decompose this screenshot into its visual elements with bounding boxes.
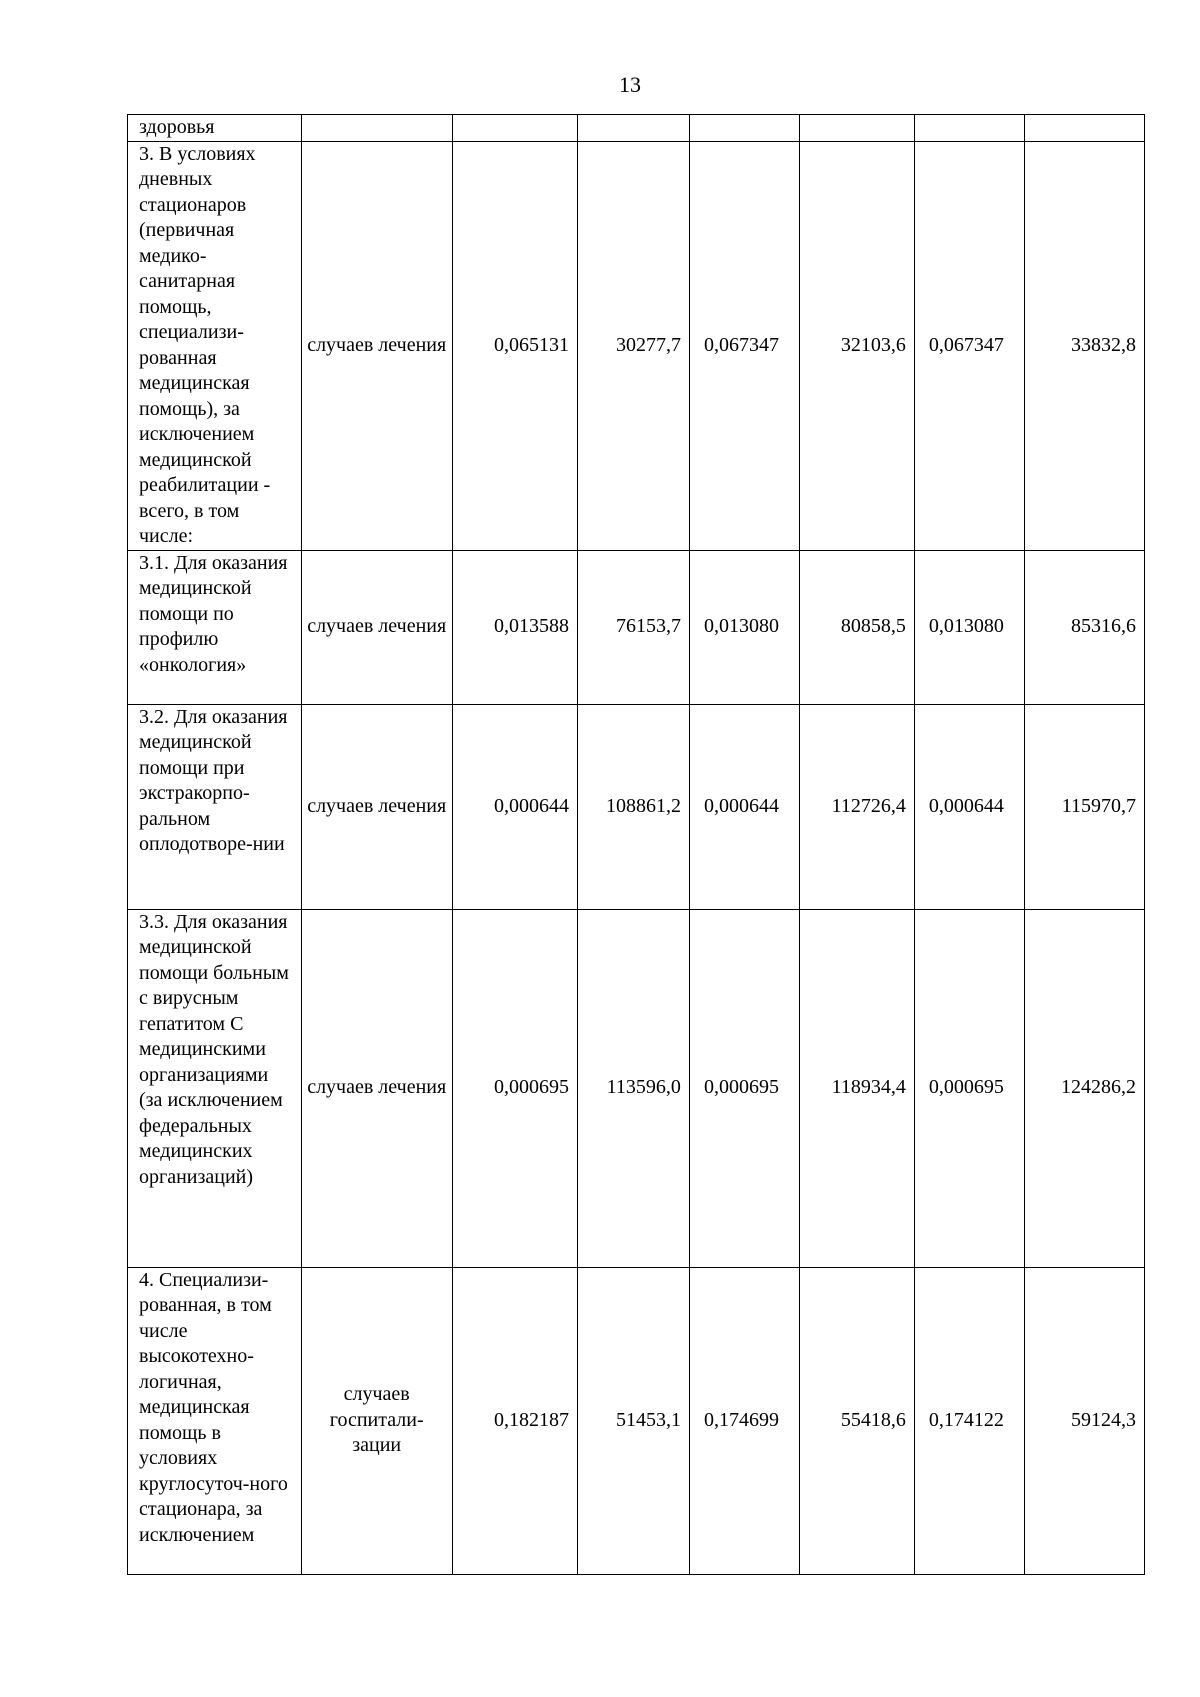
value-cell: 0,065131: [452, 141, 577, 550]
value-cell: 55418,6: [799, 1267, 914, 1574]
value-cell: 0,013080: [689, 550, 799, 704]
unit-cell: случаев лечения: [301, 909, 452, 1267]
value-cell: 112726,4: [799, 704, 914, 909]
value-cell: 0,000695: [689, 909, 799, 1267]
value-cell: 0,000644: [914, 704, 1024, 909]
value-cell: [914, 115, 1024, 142]
value-cell: 113596,0: [577, 909, 689, 1267]
value-cell: 0,013588: [452, 550, 577, 704]
value-cell: 80858,5: [799, 550, 914, 704]
value-cell: 0,000644: [452, 704, 577, 909]
value-cell: 85316,6: [1024, 550, 1144, 704]
value-cell: 118934,4: [799, 909, 914, 1267]
value-cell: 32103,6: [799, 141, 914, 550]
row-name-cell: 3.2. Для оказания медицинской помощи при экстракорпо-ральном оплодотворе-нии: [128, 704, 302, 909]
value-cell: 0,000695: [452, 909, 577, 1267]
table-row: [128, 1267, 1145, 1574]
value-cell: 59124,3: [1024, 1267, 1144, 1574]
value-cell: 0,013080: [914, 550, 1024, 704]
table-row: [128, 704, 1145, 909]
row-name-cell: 3.1. Для оказания медицинской помощи по профилю «онкология»: [128, 550, 302, 704]
unit-cell: случаев госпитали-зации: [301, 1267, 452, 1574]
value-cell: 108861,2: [577, 704, 689, 909]
value-cell: 0,067347: [689, 141, 799, 550]
row-name-cell: 3. В условиях дневных стационаров (первичная медико-санитарная помощь, специализи-рованная медицинская помощь), за исключением медицинской реабилитации - всего, в том числе:: [128, 141, 302, 550]
row-name-cell: здоровья: [128, 115, 302, 142]
table-row: [128, 550, 1145, 704]
medical-care-volume-table: [127, 114, 1145, 1575]
unit-cell: [301, 115, 452, 142]
value-cell: 0,182187: [452, 1267, 577, 1574]
unit-cell: случаев лечения: [301, 141, 452, 550]
value-cell: 0,000695: [914, 909, 1024, 1267]
value-cell: [799, 115, 914, 142]
value-cell: 51453,1: [577, 1267, 689, 1574]
value-cell: 0,174699: [689, 1267, 799, 1574]
value-cell: 0,174122: [914, 1267, 1024, 1574]
value-cell: 33832,8: [1024, 141, 1144, 550]
unit-cell: случаев лечения: [301, 550, 452, 704]
value-cell: 0,000644: [689, 704, 799, 909]
value-cell: 30277,7: [577, 141, 689, 550]
table-row: [128, 141, 1145, 550]
value-cell: 76153,7: [577, 550, 689, 704]
value-cell: [577, 115, 689, 142]
table-row: [128, 909, 1145, 1267]
value-cell: [1024, 115, 1144, 142]
table-row: [128, 115, 1145, 142]
row-name-cell: 3.3. Для оказания медицинской помощи больным с вирусным гепатитом С медицинскими организациями (за исключением федеральных медицинских организаций): [128, 909, 302, 1267]
value-cell: 124286,2: [1024, 909, 1144, 1267]
row-name-cell: 4. Специализи-рованная, в том числе высокотехно-логичная, медицинская помощь в условиях круглосуточ-ного стационара, за исключением: [128, 1267, 302, 1574]
value-cell: 0,067347: [914, 141, 1024, 550]
unit-cell: случаев лечения: [301, 704, 452, 909]
value-cell: [452, 115, 577, 142]
page-number: 13: [619, 72, 641, 97]
value-cell: [689, 115, 799, 142]
value-cell: 115970,7: [1024, 704, 1144, 909]
